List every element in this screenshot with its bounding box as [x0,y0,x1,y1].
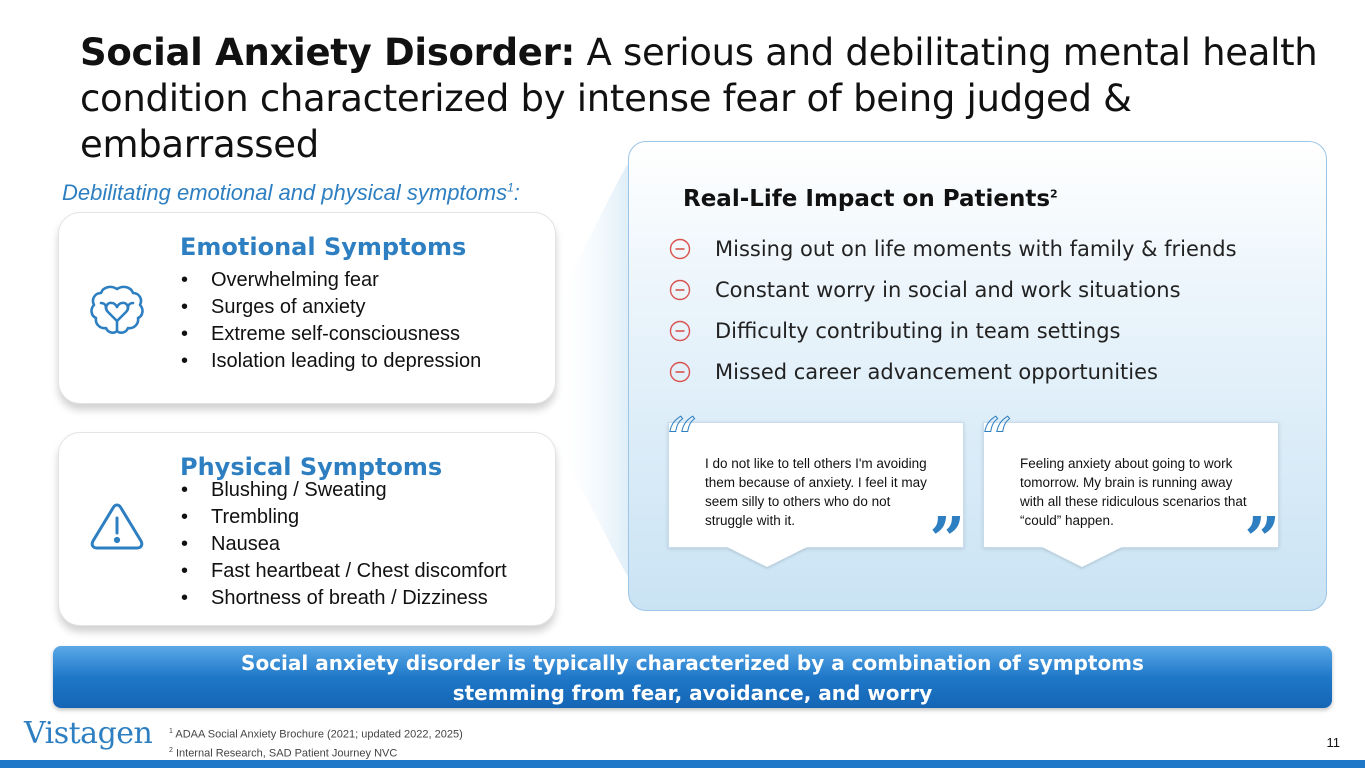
title-rest: A serious and debilitating mental health condition characterized by intense fear of being judged & embarrassed [80,31,1318,166]
speech-tail [727,547,807,567]
footnote: $^1$ ADAA Social Anxiety Brochure (2021; updated 2022, 2025) [169,728,463,741]
minus-circle-icon [669,361,691,383]
patient-quote-card [665,404,965,576]
connector-shape [556,160,632,580]
impact-title: Real-Life Impact on Patients$^2$ [683,186,1058,212]
close-quote-icon: ” [1244,503,1280,576]
footer-bar [0,760,1365,768]
list-item: • Fast heartbeat / Chest discomfort [181,558,507,585]
impact-list [669,228,1237,392]
title-bold: Social Anxiety Disorder: [80,31,576,74]
minus-circle-icon [669,238,691,260]
warning-icon [87,501,147,557]
quote-text: Feeling anxiety about going to work tomorrow. My brain is running away with all these ridiculous scenarios that “could” happen. [1020,456,1247,528]
close-quote-icon: ” [929,503,965,576]
physical-symptoms-card [58,432,556,626]
footnotes [169,724,463,761]
open-quote-icon: “ [665,404,697,477]
list-item: • Trembling [181,504,507,531]
minus-circle-icon [669,279,691,301]
emotional-title: Emotional Symptoms [180,233,467,261]
summary-banner [53,646,1332,708]
list-item: • Overwhelming fear [181,267,481,294]
list-item: Difficulty contributing in team settings [669,310,1237,351]
list-item: • Blushing / Sweating [181,477,507,504]
brain-heart-icon [87,281,147,345]
impact-panel [628,141,1327,611]
list-item: • Surges of anxiety [181,294,481,321]
list-item: • Shortness of breath / Dizziness [181,585,507,612]
quote-text: I do not like to tell others I'm avoiding them because of anxiety. I feel it may seem silly to others who do not struggle with it. [705,456,927,528]
list-item: • Isolation leading to depression [181,348,481,375]
patient-quote-card [980,404,1280,576]
minus-circle-icon [669,320,691,342]
physical-title: Physical Symptoms [180,453,443,481]
physical-list [181,477,507,612]
footnote: $^2$ Internal Research, SAD Patient Journey NVC [169,746,398,760]
list-item: • Extreme self-consciousness [181,321,481,348]
symptoms-heading: Debilitating emotional and physical symptoms$^1$: [62,180,520,205]
banner-line-2: stemming from fear, avoidance, and worry [452,681,933,705]
open-quote-icon: “ [980,404,1012,477]
list-item: Missing out on life moments with family & friends [669,228,1237,269]
emotional-list [181,267,481,375]
emotional-symptoms-card [58,212,556,404]
speech-tail [1042,547,1122,567]
list-item: • Nausea [181,531,507,558]
banner-line-1: Social anxiety disorder is typically characterized by a combination of symptoms [241,651,1144,675]
list-item: Missed career advancement opportunities [669,351,1237,392]
page-number: 11 [1326,735,1340,750]
company-logo: Vistagen [24,716,153,751]
list-item: Constant worry in social and work situations [669,269,1237,310]
